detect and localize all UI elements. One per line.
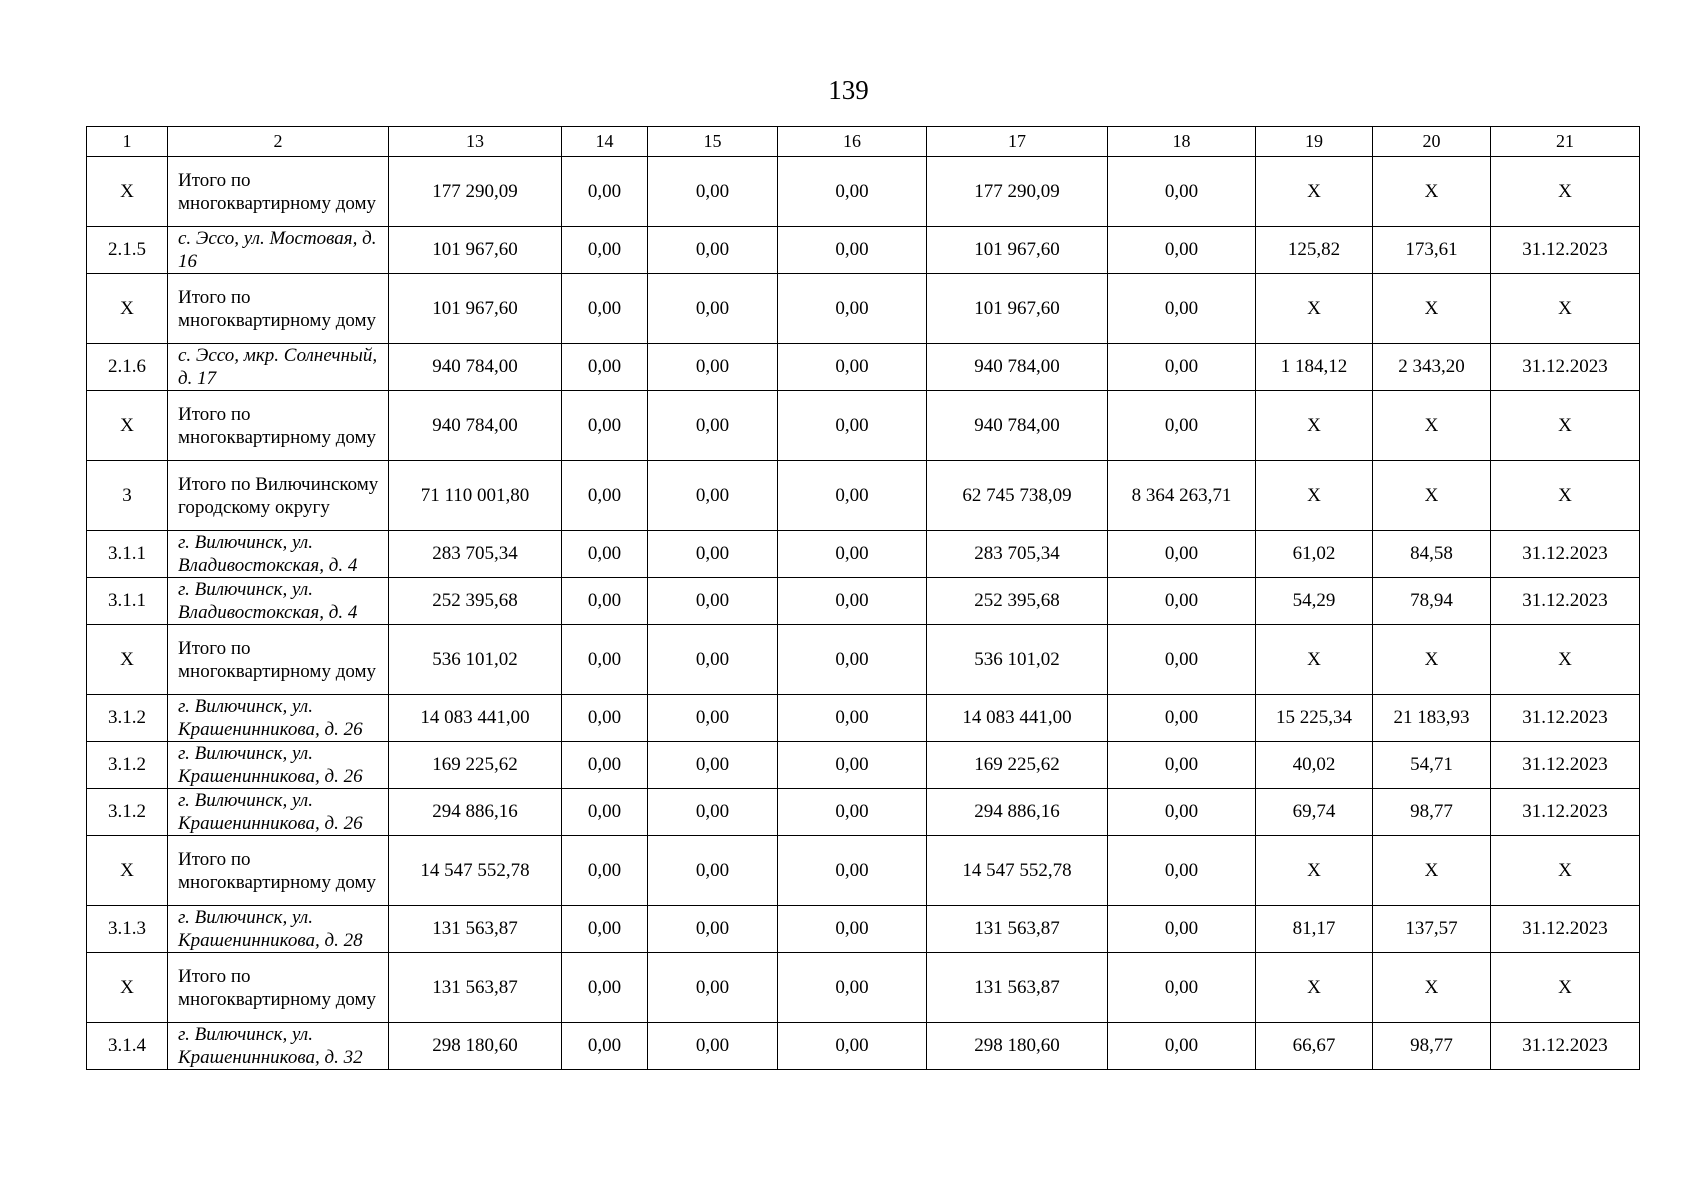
value-cell: 31.12.2023 (1491, 695, 1640, 742)
value-cell: 0,00 (1108, 157, 1256, 227)
total-label: Итого по многоквартирному дому (168, 274, 389, 344)
value-cell: 298 180,60 (927, 1023, 1108, 1070)
value-cell: 0,00 (1108, 625, 1256, 695)
value-cell: X (1491, 953, 1640, 1023)
address-cell: г. Вилючинск, ул. Крашенинникова, д. 26 (168, 695, 389, 742)
value-cell: 0,00 (778, 344, 927, 391)
value-cell: 0,00 (648, 344, 778, 391)
value-cell: 0,00 (1108, 227, 1256, 274)
value-cell: 15 225,34 (1256, 695, 1373, 742)
address-cell: г. Вилючинск, ул. Крашенинникова, д. 32 (168, 1023, 389, 1070)
value-cell: 0,00 (1108, 578, 1256, 625)
value-cell: 31.12.2023 (1491, 578, 1640, 625)
value-cell: 71 110 001,80 (389, 461, 562, 531)
value-cell: 0,00 (778, 742, 927, 789)
value-cell: X (1491, 157, 1640, 227)
value-cell: 0,00 (648, 1023, 778, 1070)
table-row (87, 227, 1640, 274)
value-cell: 14 083 441,00 (927, 695, 1108, 742)
value-cell: 0,00 (1108, 836, 1256, 906)
value-cell: 0,00 (562, 695, 648, 742)
value-cell: 173,61 (1373, 227, 1491, 274)
column-header: 15 (648, 127, 778, 157)
value-cell: 0,00 (562, 344, 648, 391)
total-row (87, 391, 1640, 461)
row-number: 3.1.1 (87, 578, 168, 625)
value-cell: 0,00 (562, 578, 648, 625)
value-cell: X (1373, 274, 1491, 344)
value-cell: 78,94 (1373, 578, 1491, 625)
table-row (87, 742, 1640, 789)
value-cell: 0,00 (562, 391, 648, 461)
value-cell: 0,00 (562, 531, 648, 578)
value-cell: X (1373, 461, 1491, 531)
value-cell: 2 343,20 (1373, 344, 1491, 391)
value-cell: 14 547 552,78 (927, 836, 1108, 906)
value-cell: 0,00 (778, 906, 927, 953)
value-cell: 0,00 (648, 695, 778, 742)
value-cell: 294 886,16 (389, 789, 562, 836)
row-number: X (87, 836, 168, 906)
column-header: 17 (927, 127, 1108, 157)
value-cell: 84,58 (1373, 531, 1491, 578)
total-row (87, 953, 1640, 1023)
row-number: 3.1.2 (87, 789, 168, 836)
value-cell: 0,00 (562, 227, 648, 274)
value-cell: 536 101,02 (927, 625, 1108, 695)
row-number: 2.1.5 (87, 227, 168, 274)
value-cell: 125,82 (1256, 227, 1373, 274)
value-cell: 0,00 (1108, 344, 1256, 391)
value-cell: 0,00 (1108, 391, 1256, 461)
value-cell: 31.12.2023 (1491, 344, 1640, 391)
value-cell: 81,17 (1256, 906, 1373, 953)
value-cell: 66,67 (1256, 1023, 1373, 1070)
table-row (87, 344, 1640, 391)
value-cell: X (1256, 461, 1373, 531)
total-row (87, 625, 1640, 695)
value-cell: X (1256, 157, 1373, 227)
value-cell: 40,02 (1256, 742, 1373, 789)
value-cell: 0,00 (562, 953, 648, 1023)
value-cell: X (1491, 836, 1640, 906)
value-cell: 62 745 738,09 (927, 461, 1108, 531)
value-cell: 0,00 (648, 461, 778, 531)
value-cell: 177 290,09 (927, 157, 1108, 227)
value-cell: 0,00 (648, 274, 778, 344)
column-header: 16 (778, 127, 927, 157)
value-cell: 98,77 (1373, 1023, 1491, 1070)
value-cell: 0,00 (1108, 742, 1256, 789)
row-number: 3 (87, 461, 168, 531)
value-cell: 21 183,93 (1373, 695, 1491, 742)
value-cell: 0,00 (778, 391, 927, 461)
value-cell: 940 784,00 (927, 344, 1108, 391)
value-cell: X (1373, 836, 1491, 906)
value-cell: 536 101,02 (389, 625, 562, 695)
total-row (87, 157, 1640, 227)
value-cell: 0,00 (778, 836, 927, 906)
column-header: 2 (168, 127, 389, 157)
address-cell: с. Эссо, мкр. Солнечный, д. 17 (168, 344, 389, 391)
value-cell: X (1373, 625, 1491, 695)
value-cell: 98,77 (1373, 789, 1491, 836)
value-cell: X (1256, 274, 1373, 344)
value-cell: X (1256, 391, 1373, 461)
value-cell: 1 184,12 (1256, 344, 1373, 391)
row-number: 3.1.2 (87, 742, 168, 789)
value-cell: 0,00 (1108, 789, 1256, 836)
value-cell: 61,02 (1256, 531, 1373, 578)
value-cell: 14 547 552,78 (389, 836, 562, 906)
value-cell: X (1256, 836, 1373, 906)
value-cell: 0,00 (562, 274, 648, 344)
value-cell: X (1373, 157, 1491, 227)
page-number: 139 (828, 75, 869, 105)
value-cell: 169 225,62 (389, 742, 562, 789)
value-cell: 0,00 (1108, 953, 1256, 1023)
value-cell: 31.12.2023 (1491, 906, 1640, 953)
total-row (87, 836, 1640, 906)
value-cell: X (1256, 625, 1373, 695)
value-cell: 0,00 (778, 1023, 927, 1070)
value-cell: 0,00 (648, 578, 778, 625)
value-cell: 31.12.2023 (1491, 789, 1640, 836)
value-cell: 252 395,68 (927, 578, 1108, 625)
value-cell: 0,00 (648, 531, 778, 578)
table-row (87, 1023, 1640, 1070)
value-cell: 0,00 (778, 625, 927, 695)
value-cell: 0,00 (778, 695, 927, 742)
address-cell: г. Вилючинск, ул. Крашенинникова, д. 28 (168, 906, 389, 953)
table-body (87, 157, 1640, 1070)
table-row (87, 531, 1640, 578)
column-header: 14 (562, 127, 648, 157)
value-cell: X (1256, 953, 1373, 1023)
total-label: Итого по многоквартирному дому (168, 157, 389, 227)
value-cell: X (1373, 391, 1491, 461)
row-number: X (87, 274, 168, 344)
value-cell: 131 563,87 (927, 906, 1108, 953)
value-cell: X (1491, 391, 1640, 461)
value-cell: 8 364 263,71 (1108, 461, 1256, 531)
value-cell: 0,00 (1108, 906, 1256, 953)
value-cell: X (1373, 953, 1491, 1023)
value-cell: 0,00 (562, 836, 648, 906)
value-cell: 31.12.2023 (1491, 531, 1640, 578)
total-label: Итого по Вилючинскому городскому округу (168, 461, 389, 531)
value-cell: 137,57 (1373, 906, 1491, 953)
row-number: 3.1.3 (87, 906, 168, 953)
value-cell: 298 180,60 (389, 1023, 562, 1070)
value-cell: 69,74 (1256, 789, 1373, 836)
value-cell: 0,00 (562, 906, 648, 953)
value-cell: 0,00 (562, 789, 648, 836)
value-cell: 252 395,68 (389, 578, 562, 625)
value-cell: 0,00 (562, 157, 648, 227)
value-cell: 0,00 (648, 906, 778, 953)
value-cell: 0,00 (1108, 695, 1256, 742)
value-cell: 0,00 (562, 461, 648, 531)
value-cell: 0,00 (778, 461, 927, 531)
value-cell: 283 705,34 (389, 531, 562, 578)
address-cell: г. Вилючинск, ул. Владивостокская, д. 4 (168, 578, 389, 625)
value-cell: 54,71 (1373, 742, 1491, 789)
column-header: 20 (1373, 127, 1491, 157)
value-cell: 101 967,60 (927, 227, 1108, 274)
value-cell: 0,00 (1108, 531, 1256, 578)
value-cell: 0,00 (648, 157, 778, 227)
column-header: 1 (87, 127, 168, 157)
row-number: X (87, 157, 168, 227)
address-cell: г. Вилючинск, ул. Владивостокская, д. 4 (168, 531, 389, 578)
total-label: Итого по многоквартирному дому (168, 836, 389, 906)
value-cell: 0,00 (778, 227, 927, 274)
address-cell: с. Эссо, ул. Мостовая, д. 16 (168, 227, 389, 274)
column-header: 19 (1256, 127, 1373, 157)
value-cell: 0,00 (648, 391, 778, 461)
value-cell: 0,00 (562, 742, 648, 789)
value-cell: 0,00 (778, 274, 927, 344)
value-cell: 31.12.2023 (1491, 227, 1640, 274)
value-cell: 131 563,87 (389, 906, 562, 953)
address-cell: г. Вилючинск, ул. Крашенинникова, д. 26 (168, 742, 389, 789)
value-cell: 0,00 (648, 789, 778, 836)
row-number: X (87, 953, 168, 1023)
row-number: 3.1.1 (87, 531, 168, 578)
value-cell: 54,29 (1256, 578, 1373, 625)
total-label: Итого по многоквартирному дому (168, 953, 389, 1023)
value-cell: 177 290,09 (389, 157, 562, 227)
data-table (86, 126, 1640, 1070)
address-cell: г. Вилючинск, ул. Крашенинникова, д. 26 (168, 789, 389, 836)
total-label: Итого по многоквартирному дому (168, 625, 389, 695)
value-cell: 940 784,00 (389, 344, 562, 391)
value-cell: 940 784,00 (389, 391, 562, 461)
value-cell: 31.12.2023 (1491, 1023, 1640, 1070)
value-cell: 294 886,16 (927, 789, 1108, 836)
value-cell: 0,00 (648, 742, 778, 789)
value-cell: 0,00 (648, 953, 778, 1023)
value-cell: 0,00 (778, 953, 927, 1023)
value-cell: 169 225,62 (927, 742, 1108, 789)
value-cell: 131 563,87 (927, 953, 1108, 1023)
value-cell: 0,00 (778, 789, 927, 836)
row-number: 3.1.4 (87, 1023, 168, 1070)
value-cell: X (1491, 625, 1640, 695)
value-cell: 31.12.2023 (1491, 742, 1640, 789)
table-row (87, 695, 1640, 742)
row-number: X (87, 391, 168, 461)
value-cell: 101 967,60 (927, 274, 1108, 344)
value-cell: 0,00 (778, 157, 927, 227)
table-row (87, 789, 1640, 836)
value-cell: 0,00 (1108, 274, 1256, 344)
table-row (87, 906, 1640, 953)
value-cell: 0,00 (778, 531, 927, 578)
value-cell: 0,00 (562, 1023, 648, 1070)
value-cell: X (1491, 461, 1640, 531)
value-cell: 0,00 (778, 578, 927, 625)
value-cell: 101 967,60 (389, 274, 562, 344)
total-row (87, 461, 1640, 531)
total-label: Итого по многоквартирному дому (168, 391, 389, 461)
value-cell: X (1491, 274, 1640, 344)
value-cell: 131 563,87 (389, 953, 562, 1023)
value-cell: 14 083 441,00 (389, 695, 562, 742)
value-cell: 0,00 (648, 625, 778, 695)
value-cell: 283 705,34 (927, 531, 1108, 578)
row-number: X (87, 625, 168, 695)
value-cell: 0,00 (648, 836, 778, 906)
value-cell: 0,00 (562, 625, 648, 695)
column-header: 13 (389, 127, 562, 157)
table-row (87, 578, 1640, 625)
value-cell: 940 784,00 (927, 391, 1108, 461)
row-number: 2.1.6 (87, 344, 168, 391)
column-header: 18 (1108, 127, 1256, 157)
total-row (87, 274, 1640, 344)
header-row (87, 127, 1640, 157)
column-header: 21 (1491, 127, 1640, 157)
value-cell: 101 967,60 (389, 227, 562, 274)
row-number: 3.1.2 (87, 695, 168, 742)
value-cell: 0,00 (1108, 1023, 1256, 1070)
value-cell: 0,00 (648, 227, 778, 274)
